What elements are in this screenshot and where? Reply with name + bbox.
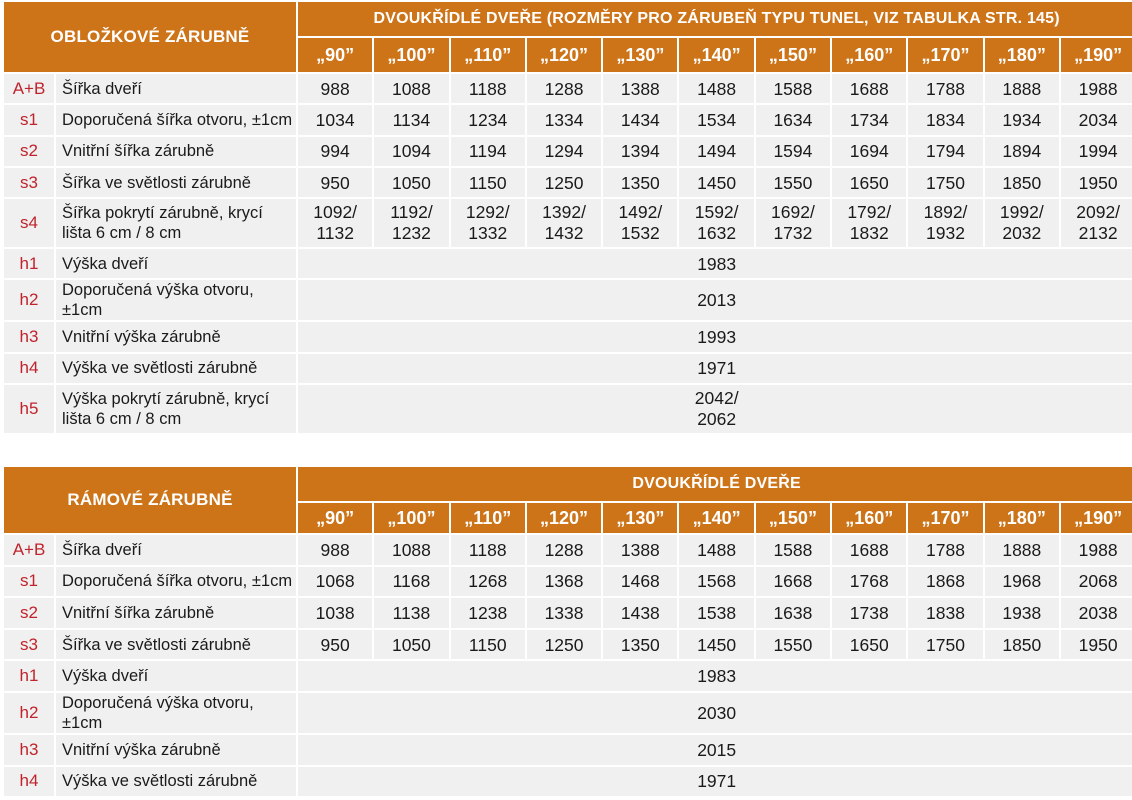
table-row [4,385,1132,433]
table-cell: 1834 [908,105,982,134]
table-cell: 1450 [679,168,753,197]
row-description: Vnitřní výška zárubně [56,735,296,765]
table-cell: 1150 [451,168,525,197]
table-cell: 1288 [527,535,601,565]
table-title: OBLOŽKOVÉ ZÁRUBNĚ [4,2,296,72]
spanned-value: 1983 [298,249,1132,278]
table-row [4,280,1132,320]
size-header: „110” [451,38,525,72]
table-cell: 1494 [679,137,753,166]
table-cell: 1092/ 1132 [298,199,372,247]
size-header: „140” [679,503,753,533]
table-cell: 1050 [374,630,448,660]
table-cell: 1438 [603,598,677,628]
table-cell: 1488 [679,535,753,565]
table-cell: 1168 [374,567,448,597]
table-cell: 1938 [985,598,1059,628]
row-label: A+B [4,74,54,103]
table-cell: 1288 [527,74,601,103]
table-cell: 1392/ 1432 [527,199,601,247]
spanned-value [298,385,1132,433]
table-cell: 1850 [985,168,1059,197]
size-header: „160” [832,38,906,72]
size-header: „170” [908,38,982,72]
table-cell: 1988 [1061,535,1132,565]
table-cell: 1268 [451,567,525,597]
size-header: „100” [374,503,448,533]
table-cell: 1688 [832,535,906,565]
table-cell: 1450 [679,630,753,660]
table-cell: 1950 [1061,168,1132,197]
row-description: Šířka pokrytí zárubně, krycí lišta 6 cm / 8 cm [56,199,296,247]
row-label: s3 [4,168,54,197]
span-line: 2042/ [694,388,739,409]
table-cell: 1368 [527,567,601,597]
table-cell: 1238 [451,598,525,628]
table-row [4,767,1132,797]
row-description: Výška pokrytí zárubně, krycí lišta 6 cm / 8 cm [56,385,296,433]
table-cell: 1188 [451,74,525,103]
table-cell: 1592/ 1632 [679,199,753,247]
header-row [4,2,1132,36]
row-description: Šířka ve světlosti zárubně [56,168,296,197]
table-row [4,567,1132,597]
table-cell: 1838 [908,598,982,628]
spanned-value: 1993 [298,322,1132,351]
row-label: A+B [4,535,54,565]
table-cell: 1034 [298,105,372,134]
spanned-value: 2030 [298,693,1132,733]
row-description: Doporučená výška otvoru, ±1cm [56,280,296,320]
table-cell: 1650 [832,168,906,197]
row-label: h1 [4,249,54,278]
row-description: Výška ve světlosti zárubně [56,354,296,383]
table-cell: 1150 [451,630,525,660]
table-cell: 950 [298,630,372,660]
table-cell: 2092/ 2132 [1061,199,1132,247]
table-cell: 1188 [451,535,525,565]
size-header: „130” [603,503,677,533]
table-cell: 1934 [985,105,1059,134]
table-cell: 988 [298,74,372,103]
door-group-header: DVOUKŘÍDLÉ DVEŘE (ROZMĚRY PRO ZÁRUBEŇ TYPU TUNEL, VIZ TABULKA STR. 145) [298,2,1132,36]
table-cell: 1850 [985,630,1059,660]
size-header: „120” [527,503,601,533]
table-cell: 1468 [603,567,677,597]
size-header: „90” [298,38,372,72]
table-cell: 1892/ 1932 [908,199,982,247]
row-label: h4 [4,767,54,797]
size-header: „100” [374,38,448,72]
table-title: RÁMOVÉ ZÁRUBNĚ [4,467,296,533]
table-row [4,630,1132,660]
spanned-value: 2013 [298,280,1132,320]
table-cell: 1968 [985,567,1059,597]
spanned-value: 1983 [298,661,1132,691]
table-cell: 2038 [1061,598,1132,628]
table-cell: 1534 [679,105,753,134]
row-description: Doporučená výška otvoru, ±1cm [56,693,296,733]
table-cell: 1388 [603,74,677,103]
table-cell: 1088 [374,535,448,565]
table-cell: 1688 [832,74,906,103]
table-cell: 1088 [374,74,448,103]
table-cell: 988 [298,535,372,565]
table-cell: 1250 [527,630,601,660]
row-label: h4 [4,354,54,383]
spanned-value: 2015 [298,735,1132,765]
table-cell: 2034 [1061,105,1132,134]
row-label: s2 [4,598,54,628]
table-cell: 950 [298,168,372,197]
table-row [4,168,1132,197]
table-cell: 1788 [908,535,982,565]
table-cell: 1488 [679,74,753,103]
table-row [4,105,1132,134]
row-label: h2 [4,693,54,733]
row-label: h3 [4,735,54,765]
table-cell: 1634 [756,105,830,134]
row-description: Vnitřní výška zárubně [56,322,296,351]
row-description: Vnitřní šířka zárubně [56,598,296,628]
size-header: „190” [1061,503,1132,533]
row-label: s3 [4,630,54,660]
table-row [4,249,1132,278]
table-row [4,693,1132,733]
table-cell: 1638 [756,598,830,628]
table-row [4,354,1132,383]
table-cell: 2068 [1061,567,1132,597]
spanned-value: 1971 [298,354,1132,383]
size-header: „150” [756,503,830,533]
table-cell: 1734 [832,105,906,134]
table-cell: 1650 [832,630,906,660]
span-line: 2062 [697,409,737,430]
table-cell: 1550 [756,630,830,660]
table-row [4,535,1132,565]
table-row [4,661,1132,691]
table-cell: 1350 [603,630,677,660]
table-cell: 1888 [985,74,1059,103]
row-description: Výška ve světlosti zárubně [56,767,296,797]
header-row [4,467,1132,501]
table-cell: 1768 [832,567,906,597]
row-label: s1 [4,567,54,597]
size-header: „180” [985,503,1059,533]
table-cell: 1394 [603,137,677,166]
size-header: „150” [756,38,830,72]
table-cell: 1388 [603,535,677,565]
row-label: s1 [4,105,54,134]
size-header: „170” [908,503,982,533]
table-cell: 1994 [1061,137,1132,166]
table-row [4,74,1132,103]
size-header: „120” [527,38,601,72]
row-label: h5 [4,385,54,433]
table-cell: 1794 [908,137,982,166]
table-cell: 1134 [374,105,448,134]
row-description: Doporučená šířka otvoru, ±1cm [56,105,296,134]
size-header: „190” [1061,38,1132,72]
table-cell: 1068 [298,567,372,597]
table-row [4,735,1132,765]
table-row [4,598,1132,628]
row-description: Výška dveří [56,661,296,691]
table-cell: 1334 [527,105,601,134]
table-cell: 1194 [451,137,525,166]
table-cell: 1894 [985,137,1059,166]
row-label: h3 [4,322,54,351]
table-cell: 1694 [832,137,906,166]
row-description: Šířka dveří [56,535,296,565]
table-cell: 1192/ 1232 [374,199,448,247]
table-cell: 1350 [603,168,677,197]
table-cell: 1788 [908,74,982,103]
table-row [4,137,1132,166]
door-group-header: DVOUKŘÍDLÉ DVEŘE [298,467,1132,501]
table-cell: 1992/ 2032 [985,199,1059,247]
row-description: Výška dveří [56,249,296,278]
table-cell: 1138 [374,598,448,628]
row-description: Doporučená šířka otvoru, ±1cm [56,567,296,597]
size-header: „110” [451,503,525,533]
size-header: „130” [603,38,677,72]
table-cell: 1588 [756,535,830,565]
table-cell: 1050 [374,168,448,197]
spanned-value: 1971 [298,767,1132,797]
table-cell: 1750 [908,168,982,197]
size-header: „180” [985,38,1059,72]
table-cell: 1888 [985,535,1059,565]
table-cell: 1692/ 1732 [756,199,830,247]
size-header: „90” [298,503,372,533]
table-cell: 1292/ 1332 [451,199,525,247]
table-cell: 1594 [756,137,830,166]
row-description: Vnitřní šířka zárubně [56,137,296,166]
table-cell: 1588 [756,74,830,103]
table-row [4,199,1132,247]
table-cell: 1234 [451,105,525,134]
obklozkove-zarubne-table [2,0,1132,435]
table-cell: 994 [298,137,372,166]
table-cell: 1950 [1061,630,1132,660]
row-label: h1 [4,661,54,691]
table-cell: 1038 [298,598,372,628]
table-cell: 1738 [832,598,906,628]
table-cell: 1550 [756,168,830,197]
ramove-zarubne-table [2,465,1132,798]
table-cell: 1434 [603,105,677,134]
table-cell: 1668 [756,567,830,597]
row-label: s2 [4,137,54,166]
size-header: „160” [832,503,906,533]
table-cell: 1538 [679,598,753,628]
table-cell: 1988 [1061,74,1132,103]
table-cell: 1868 [908,567,982,597]
table-cell: 1492/ 1532 [603,199,677,247]
table-cell: 1250 [527,168,601,197]
table-cell: 1094 [374,137,448,166]
table-cell: 1750 [908,630,982,660]
row-label: s4 [4,199,54,247]
table-cell: 1792/ 1832 [832,199,906,247]
table-cell: 1568 [679,567,753,597]
row-label: h2 [4,280,54,320]
table-row [4,322,1132,351]
table-cell: 1338 [527,598,601,628]
size-header: „140” [679,38,753,72]
row-description: Šířka ve světlosti zárubně [56,630,296,660]
row-description: Šířka dveří [56,74,296,103]
table-cell: 1294 [527,137,601,166]
